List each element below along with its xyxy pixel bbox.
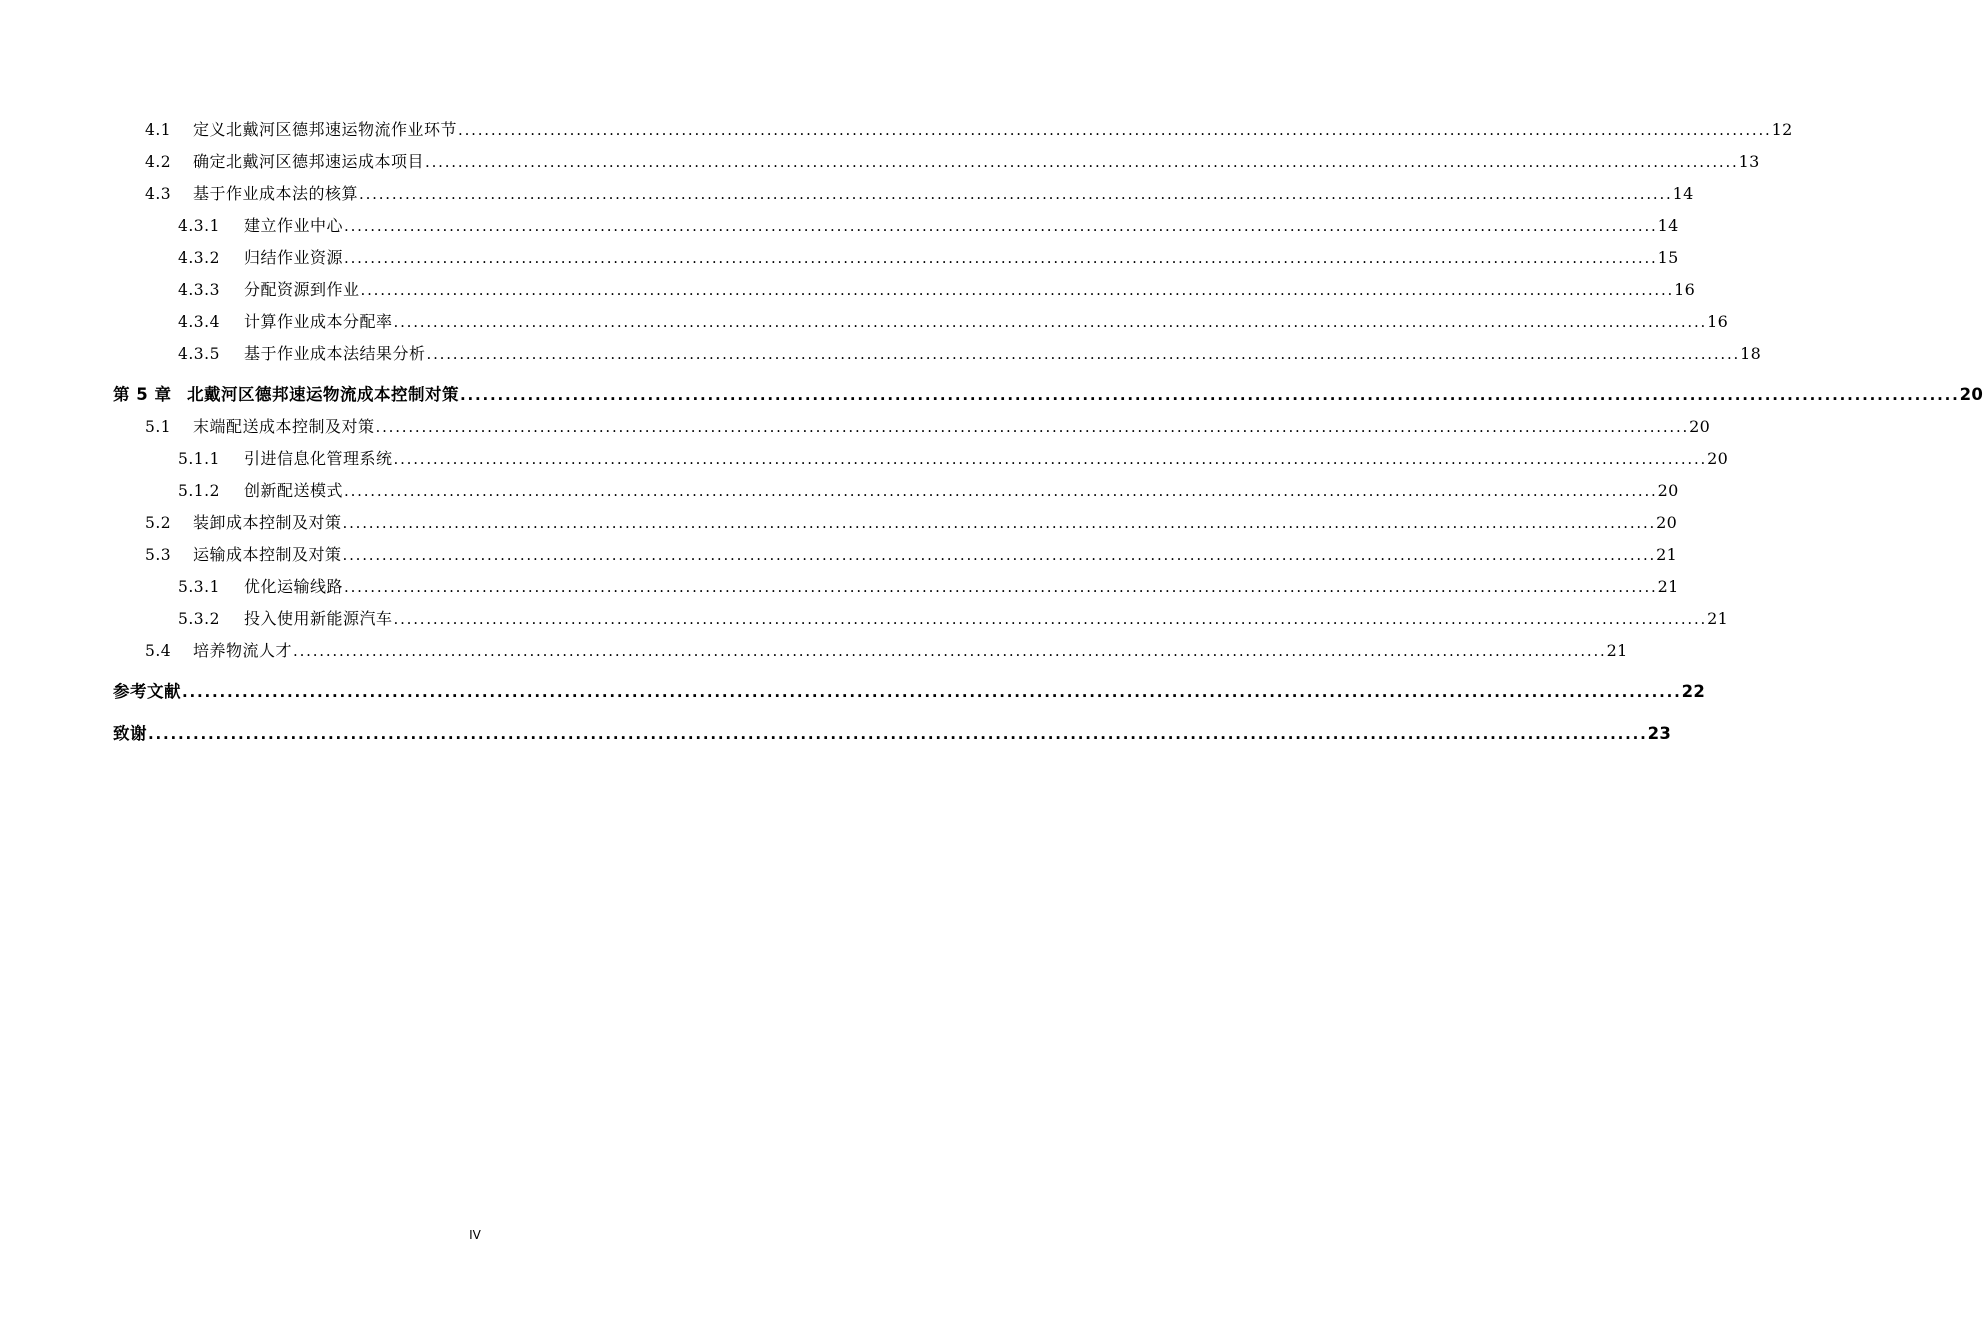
toc-entry-5-1[interactable] [145, 416, 1711, 438]
toc-entry-number: 4.3.1 [178, 217, 220, 235]
toc-leader-dots: ........................................................................................................................................................................................................ [344, 217, 1658, 235]
toc-entry-title: 末端配送成本控制及对策 [193, 417, 375, 436]
toc-entry-title: 装卸成本控制及对策 [193, 513, 342, 532]
toc-entry-title: 参考文献 [113, 682, 181, 701]
toc-entry-title: 投入使用新能源汽车 [244, 609, 393, 628]
toc-entry-5-3-2[interactable] [178, 608, 1729, 630]
toc-entry-4-1[interactable] [145, 119, 1793, 141]
toc-entry-number: 5.4 [145, 642, 172, 660]
toc-entry-page: 20 [1707, 449, 1729, 468]
toc-entry-number: 4.3.3 [178, 281, 220, 299]
toc-entry-5-4[interactable] [145, 640, 1628, 662]
toc-entry-4-3-4[interactable] [178, 311, 1729, 333]
toc-leader-dots: ........................................................................................................................................................................................................ [425, 153, 1739, 171]
toc-entry-title: 建立作业中心 [244, 216, 344, 235]
toc-entry-title: 培养物流人才 [193, 641, 293, 660]
toc-leader-dots: ........................................................................................................................................................................................................ [393, 450, 1708, 468]
toc-leader-dots: ........................................................................................................................................................................................................ [344, 578, 1658, 596]
toc-entry-number: 5.3.1 [178, 578, 220, 596]
toc-leader-dots: ........................................................................................................................................................................................................ [344, 482, 1658, 500]
toc-leader-dots: ........................................................................................................................................................................................................ [375, 418, 1690, 436]
toc-leader-dots: ........................................................................................................................................................................................................ [342, 514, 1657, 532]
toc-entry-5-1-2[interactable] [178, 480, 1679, 502]
toc-entry-title: 致谢 [113, 724, 147, 743]
toc-entry-number: 4.1 [145, 121, 172, 139]
toc-leader-dots: ........................................................................................................................................................................................................ [460, 386, 1960, 404]
toc-entry-number: 5.3.2 [178, 610, 220, 628]
toc-entry-5-1-1[interactable] [178, 448, 1729, 470]
toc-entry-acknowledgements[interactable] [113, 723, 1672, 745]
toc-entry-number: 5.1.1 [178, 450, 220, 468]
toc-entry-number: 4.2 [145, 153, 172, 171]
toc-entry-number: 4.3.4 [178, 313, 220, 331]
toc-entry-page: 14 [1672, 184, 1694, 203]
toc-entry-number: 5.1.2 [178, 482, 220, 500]
toc-leader-dots: ........................................................................................................................................................................................................ [148, 725, 1648, 743]
toc-leader-dots: ........................................................................................................................................................................................................ [182, 683, 1682, 701]
toc-entry-page: 14 [1657, 216, 1679, 235]
toc-entry-title: 基于作业成本法结果分析 [244, 344, 426, 363]
toc-entry-page: 16 [1707, 312, 1729, 331]
toc-entry-page: 21 [1606, 641, 1628, 660]
toc-entry-page: 12 [1771, 120, 1793, 139]
toc-leader-dots: ........................................................................................................................................................................................................ [393, 610, 1708, 628]
toc-entry-page: 22 [1681, 682, 1706, 701]
toc-entry-page: 20 [1657, 481, 1679, 500]
toc-leader-dots: ........................................................................................................................................................................................................ [359, 185, 1673, 203]
page-number: IV [469, 1228, 481, 1242]
toc-entry-title: 北戴河区德邦速运物流成本控制对策 [187, 385, 459, 404]
toc-entry-title: 归结作业资源 [244, 248, 344, 267]
toc-leader-dots: ........................................................................................................................................................................................................ [458, 121, 1772, 139]
toc-entry-number: 5.2 [145, 514, 172, 532]
toc-entry-title: 定义北戴河区德邦速运物流作业环节 [193, 120, 458, 139]
toc-entry-page: 16 [1674, 280, 1696, 299]
toc-entry-5-2[interactable] [145, 512, 1678, 534]
toc-entry-chapter-5[interactable] [113, 384, 1983, 406]
toc-entry-page: 20 [1689, 417, 1711, 436]
toc-entry-5-3[interactable] [145, 544, 1678, 566]
toc-leader-dots: ........................................................................................................................................................................................................ [342, 546, 1657, 564]
toc-entry-number: 4.3 [145, 185, 172, 203]
toc-entry-4-3-3[interactable] [178, 279, 1696, 301]
toc-entry-4-3[interactable] [145, 183, 1694, 205]
toc-entry-page: 20 [1656, 513, 1678, 532]
toc-leader-dots: ........................................................................................................................................................................................................ [293, 642, 1607, 660]
toc-entry-number: 5.3 [145, 546, 172, 564]
toc-entry-title: 分配资源到作业 [244, 280, 360, 299]
toc-entry-title: 确定北戴河区德邦速运成本项目 [193, 152, 425, 171]
toc-entry-page: 18 [1740, 344, 1762, 363]
toc-entry-5-3-1[interactable] [178, 576, 1679, 598]
toc-entry-page: 21 [1656, 545, 1678, 564]
toc-entry-title: 优化运输线路 [244, 577, 344, 596]
toc-entry-4-3-1[interactable] [178, 215, 1679, 237]
toc-leader-dots: ........................................................................................................................................................................................................ [344, 249, 1658, 267]
toc-entry-references[interactable] [113, 681, 1706, 703]
toc-entry-title: 基于作业成本法的核算 [193, 184, 359, 203]
toc-entry-page: 23 [1647, 724, 1672, 743]
toc-leader-dots: ........................................................................................................................................................................................................ [393, 313, 1708, 331]
toc-entry-title: 引进信息化管理系统 [244, 449, 393, 468]
toc-entry-page: 15 [1657, 248, 1679, 267]
toc-entry-page: 13 [1738, 152, 1760, 171]
toc-entry-title: 计算作业成本分配率 [244, 312, 393, 331]
toc-entry-number: 4.3.2 [178, 249, 220, 267]
toc-entry-title: 创新配送模式 [244, 481, 344, 500]
toc-entry-title: 运输成本控制及对策 [193, 545, 342, 564]
toc-entry-4-3-2[interactable] [178, 247, 1679, 269]
toc-entry-number: 4.3.5 [178, 345, 220, 363]
toc-entry-page: 21 [1707, 609, 1729, 628]
toc-leader-dots: ........................................................................................................................................................................................................ [360, 281, 1675, 299]
toc-entry-number: 第 5 章 [113, 385, 172, 404]
toc-entry-page: 21 [1657, 577, 1679, 596]
toc-entry-number: 5.1 [145, 418, 172, 436]
toc-leader-dots: ........................................................................................................................................................................................................ [426, 345, 1741, 363]
toc-entry-4-2[interactable] [145, 151, 1760, 173]
toc-entry-4-3-5[interactable] [178, 343, 1762, 365]
toc-entry-page: 20 [1959, 385, 1983, 404]
